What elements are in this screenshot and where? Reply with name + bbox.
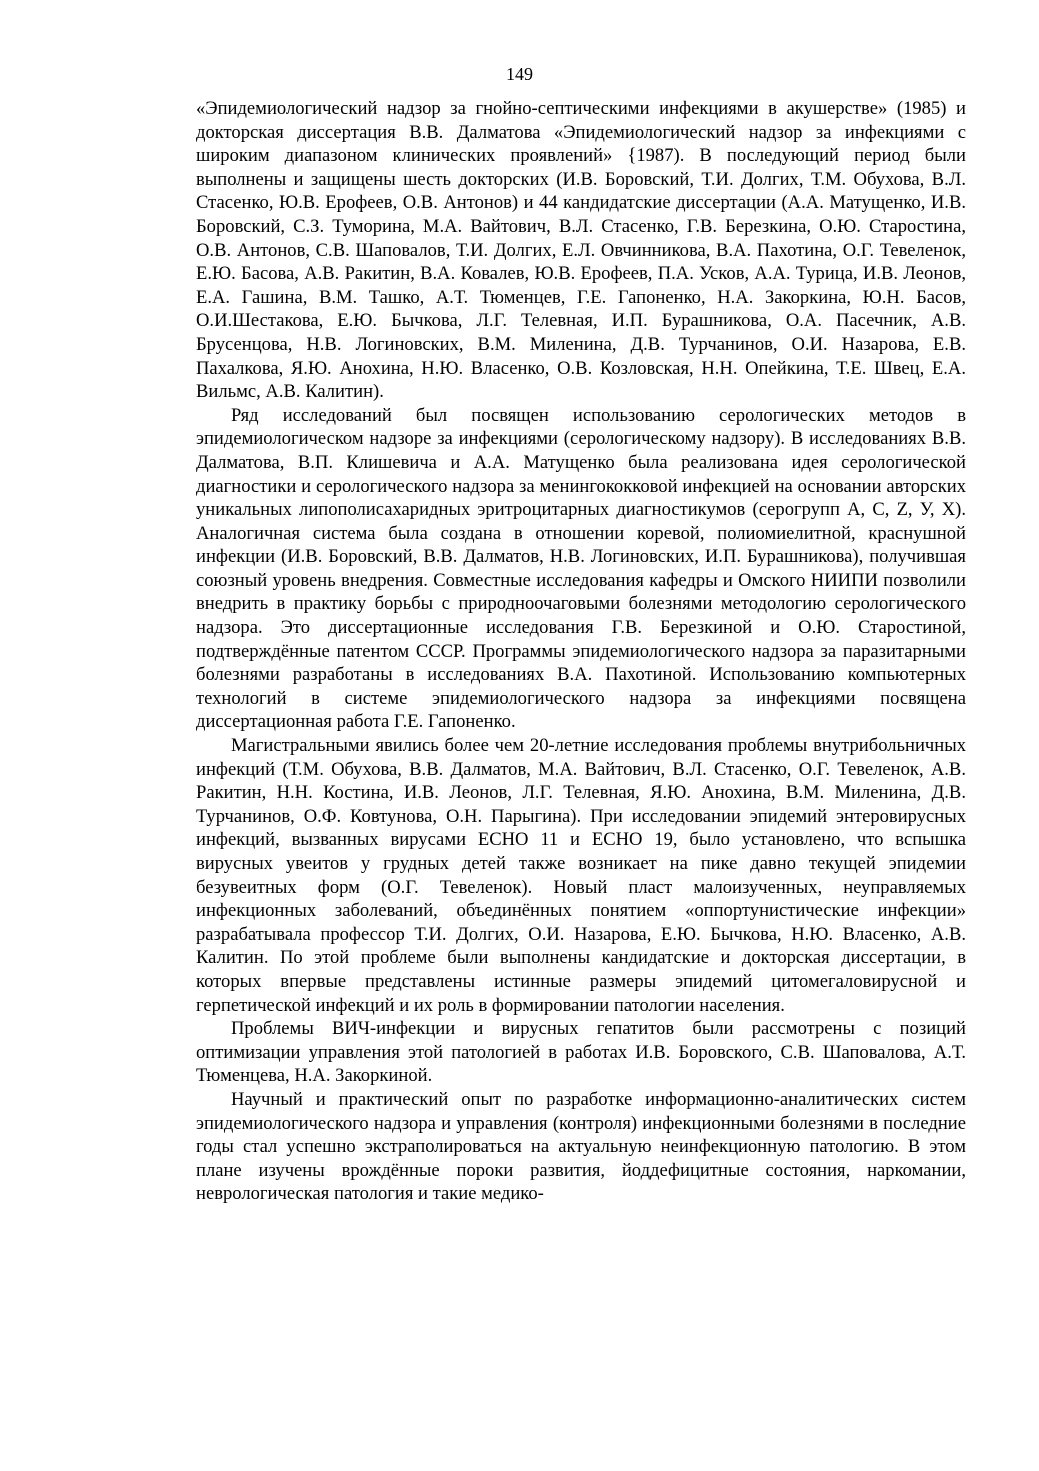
- paragraph-1: «Эпидемиологический надзор за гнойно-септическими инфекциями в акушерстве» (1985) и докторская диссертация В.В. Далматова «Эпидемиологический надзор за инфекциями с широким диапазоном клинических проявлений» {1987). В последующий период были выполнены и защищены шесть докторских (И.В. Боровский, Т.И. Долгих, Т.М. Обухова, В.Л. Стасенко, Ю.В. Ерофеев, О.В. Антонов) и 44 кандидатские диссертации (А.А. Матущенко, И.В. Боровский, С.З. Туморина, М.А. Вайтович, В.Л. Стасенко, Г.В. Березкина, О.Ю. Старостина, О.В. Антонов, С.В. Шаповалов, Т.И. Долгих, Е.Л. Овчинникова, В.А. Пахотина, О.Г. Тевеленок, Е.Ю. Басова, А.В. Ракитин, В.А. Ковалев, Ю.В. Ерофеев, П.А. Усков, А.А. Турица, И.В. Леонов, Е.А. Гашина, В.М. Ташко, А.Т. Тюменцев, Г.Е. Гапоненко, Н.А. Закоркина, Ю.Н. Басов, О.И.Шестакова, Е.Ю. Бычкова, Л.Г. Телевная, И.П. Бурашникова, О.А. Пасечник, А.В. Брусенцова, Н.В. Логиновских, В.М. Миленина, Д.В. Турчанинов, О.И. Назарова, Е.В. Пахалкова, Я.Ю. Анохина, Н.Ю. Власенко, О.В. Козловская, Н.Н. Опейкина, Т.Е. Швец, Е.А. Вильмс, А.В. Калитин).: [196, 98, 966, 403]
- paragraph-3: Магистральными явились более чем 20-летние исследования проблемы внутрибольничных инфекций (Т.М. Обухова, В.В. Далматов, М.А. Вайтович, В.Л. Стасенко, О.Г. Тевеленок, А.В. Ракитин, Н.Н. Костина, И.В. Леонов, Л.Г. Телевная, Я.Ю. Анохина, В.М. Миленина, Д.В. Турчанинов, О.Ф. Ковтунова, О.Н. Парыгина). При исследовании эпидемий энтеровирусных инфекций, вызванных вирусами ЕСНО 11 и ЕСНО 19, было установлено, что вспышка вирусных увеитов у грудных детей также возникает на пике давно текущей эпидемии безувеитных форм (О.Г. Тевеленок). Новый пласт малоизученных, неуправляемых инфекционных заболеваний, объединённых понятием «оппортунистические инфекции» разрабатывала профессор Т.И. Долгих, О.И. Назарова, Е.Ю. Бычкова, Н.Ю. Власенко, А.В. Калитин. По этой проблеме были выполнены кандидатские и докторская диссертации, в которых впервые представлены истинные размеры эпидемий цитомегаловирусной и герпетической инфекций и их роль в формировании патологии населения.: [196, 735, 966, 1016]
- paragraph-4: Проблемы ВИЧ-инфекции и вирусных гепатитов были рассмотрены с позиций оптимизации управления этой патологией в работах И.В. Боровского, С.В. Шаповалова, А.Т. Тюменцева, Н.А. Закоркиной.: [196, 1018, 966, 1087]
- body-text: [196, 97, 966, 1206]
- paragraph-2: Ряд исследований был посвящен использованию серологических методов в эпидемиологическом надзоре за инфекциями (серологическому надзору). В исследованиях В.В. Далматова, В.П. Клишевича и А.А. Матущенко была реализована идея серологической диагностики и серологического надзора за менингококковой инфекцией на основании авторских уникальных липополисахаридных эритроцитарных диагностикумов (серогрупп А, С, Z, У, Х). Аналогичная система была создана в отношении коревой, полиомиелитной, краснушной инфекции (И.В. Боровский, В.В. Далматов, Н.В. Логиновских, И.П. Бурашникова), получившая союзный уровень внедрения. Совместные исследования кафедры и Омского НИИПИ позволили внедрить в практику борьбы с природноочаговыми болезнями методологию серологического надзора. Это диссертационные исследования Г.В. Березкиной и О.Ю. Старостиной, подтверждённые патентом СССР. Программы эпидемиологического надзора за паразитарными болезнями разработаны в исследованиях В.А. Пахотиной. Использованию компьютерных технологий в системе эпидемиологического надзора за инфекциями посвящена диссертационная работа Г.Е. Гапоненко.: [196, 404, 966, 733]
- paragraph-5: Научный и практический опыт по разработке информационно-аналитических систем эпидемиологического надзора и управления (контроля) инфекционными болезнями в последние годы стал успешно экстраполироваться на актуальную неинфекционную патологию. В этом плане изучены врождённые пороки развития, йоддефицитные состояния, наркомании, неврологическая патология и такие медико-: [196, 1088, 966, 1205]
- page-number: 149: [506, 64, 533, 84]
